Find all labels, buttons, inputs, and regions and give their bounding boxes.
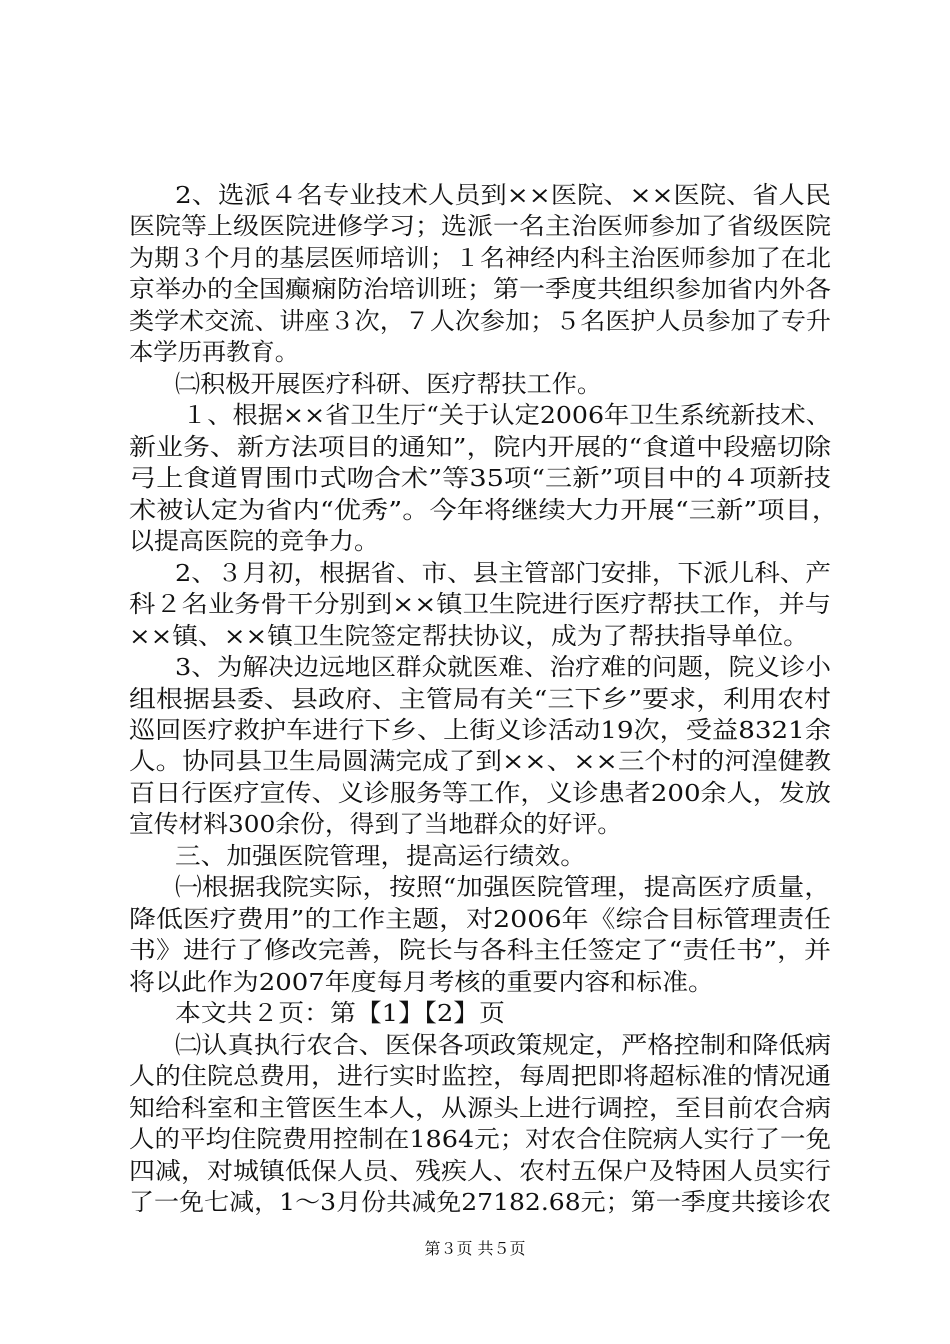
body-line	[0, 369, 950, 400]
line-text: 类学术交流、讲座３次，７人次参加；５名医护人员参加了专升	[129, 306, 831, 335]
body-line	[0, 306, 950, 337]
body-line	[0, 998, 950, 1029]
body-line	[0, 558, 950, 589]
line-text: 人的平均住院费用控制在1864元；对农合住院病人实行了一免	[129, 1125, 832, 1154]
line-text: 新业务、新方法项目的通知”，院内开展的“食道中段癌切除	[129, 432, 832, 461]
body-line	[0, 243, 950, 274]
line-text: 弓上食道胃围巾式吻合术”等35项“三新”项目中的４项新技	[129, 464, 831, 493]
line-text: 术被认定为省内“优秀”。今年将继续大力开展“三新”项目，	[129, 495, 839, 524]
line-text: 3、为解决边远地区群众就医难、治疗难的问题，院义诊小	[175, 653, 831, 682]
line-text: 将以此作为2007年度每月考核的重要内容和标准。	[129, 967, 715, 996]
line-text: １、根据××省卫生厅“关于认定2006年卫生系统新技术、	[182, 401, 832, 430]
body-line	[0, 778, 950, 809]
body-line	[0, 872, 950, 903]
body-line	[0, 684, 950, 715]
line-text: 百日行医疗宣传、义诊服务等工作，义诊患者200余人，发放	[129, 778, 831, 807]
body-line	[0, 1061, 950, 1092]
line-text: ㈠根据我院实际，按照“加强医院管理，提高医疗质量，	[175, 873, 831, 902]
body-line	[0, 621, 950, 652]
body-line	[0, 400, 950, 431]
line-text: 巡回医疗救护车进行下乡、上街义诊活动19次，受益8321余	[129, 715, 832, 744]
line-text: 2、３月初，根据省、市、县主管部门安排，下派儿科、产	[175, 558, 831, 587]
line-text: 为期３个月的基层医师培训；１名神经内科主治医师参加了在北	[129, 243, 831, 272]
line-text: 了一免七减，1～3月份共减免27182.68元；第一季度共接诊农	[129, 1188, 831, 1216]
body-line	[0, 935, 950, 966]
body-line	[0, 1093, 950, 1124]
line-text: 以提高医院的竞争力。	[129, 527, 379, 556]
body-line	[0, 1124, 950, 1155]
body-line	[0, 652, 950, 683]
line-text: ××镇、××镇卫生院签定帮扶协议，成为了帮扶指导单位。	[129, 621, 809, 650]
line-text: ㈡积极开展医疗科研、医疗帮扶工作。	[175, 369, 603, 398]
line-text: ㈡认真执行农合、医保各项政策规定，严格控制和降低病	[175, 1030, 832, 1059]
body-line	[0, 967, 950, 998]
line-text: 本文共２页：第【1】【2】页	[175, 999, 505, 1028]
body-line	[0, 526, 950, 557]
body-line	[0, 1187, 950, 1218]
line-text: 四减，对城镇低保人员、残疾人、农村五保户及特困人员实行	[129, 1156, 832, 1185]
line-text: 人。协同县卫生局圆满完成了到××、××三个村的河湟健教	[129, 747, 832, 776]
body-line	[0, 180, 950, 211]
body-line	[0, 904, 950, 935]
body-line	[0, 432, 950, 463]
line-text: 三、加强医院管理，提高运行绩效。	[175, 841, 586, 870]
body-line	[0, 746, 950, 777]
body-line	[0, 463, 950, 494]
body-line	[0, 337, 950, 368]
line-text: 科２名业务骨干分别到××镇卫生院进行医疗帮扶工作，并与	[129, 590, 832, 619]
body-line	[0, 211, 950, 242]
page-footer: 第３页 共５页	[424, 1239, 526, 1258]
line-text: 2、选派４名专业技术人员到××医院、××医院、省人民	[175, 181, 832, 209]
body-line	[0, 841, 950, 872]
line-text: 降低医疗费用”的工作主题，对2006年《综合目标管理责任	[129, 904, 832, 933]
body-line	[0, 715, 950, 746]
line-text: 京举办的全国癫痫防治培训班；第一季度共组织参加省内外各	[129, 275, 832, 304]
body-line	[0, 1156, 950, 1187]
line-text: 本学历再教育。	[129, 338, 299, 367]
body-line	[0, 589, 950, 620]
body-line	[0, 1030, 950, 1061]
line-text: 知给科室和主管医生本人，从源头上进行调控，至目前农合病	[129, 1093, 832, 1122]
body-line	[0, 274, 950, 305]
line-text: 人的住院总费用，进行实时监控，每周把即将超标准的情况通	[129, 1062, 832, 1091]
body-line	[0, 495, 950, 526]
line-text: 书》进行了修改完善，院长与各科主任签定了“责任书”，并	[129, 936, 832, 965]
body-line	[0, 809, 950, 840]
line-text: 组根据县委、县政府、主管局有关“三下乡”要求，利用农村	[129, 684, 832, 713]
line-text: 医院等上级医院进修学习；选派一名主治医师参加了省级医院	[129, 212, 832, 241]
line-text: 宣传材料300余份，得到了当地群众的好评。	[129, 810, 622, 839]
